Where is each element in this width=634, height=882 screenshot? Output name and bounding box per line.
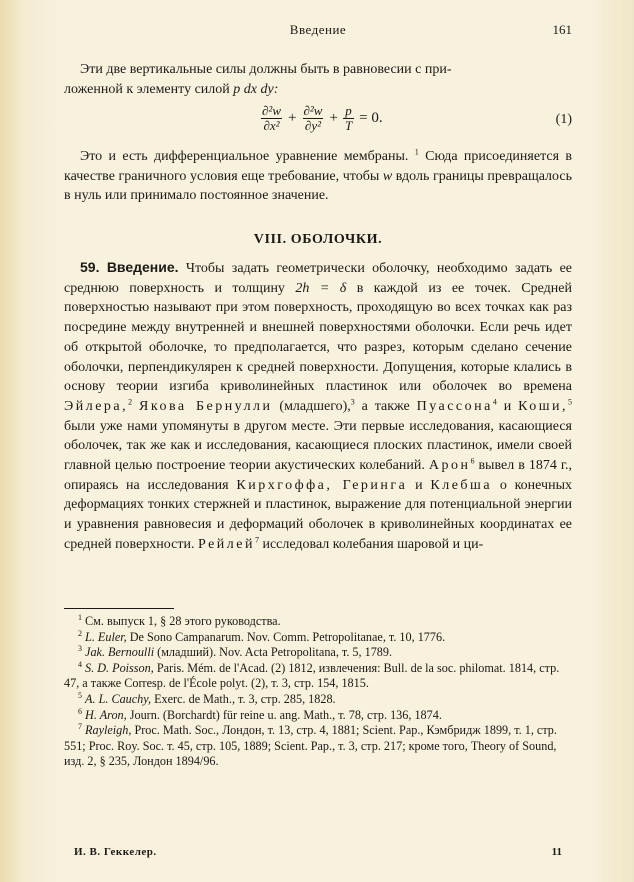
paragraph-heading: Введение.: [106, 259, 179, 275]
name-clebsch: Клебша: [430, 477, 493, 493]
footnote-mark: 4: [78, 659, 82, 669]
fraction-denominator: ∂y²: [304, 118, 322, 133]
text-span: Чтобы задать геометрически оболочку, необходимо задать ее среднюю поверхность и толщину: [64, 261, 572, 296]
footnote: [64, 630, 572, 646]
name-euler: Эйлера,: [64, 398, 129, 414]
text-span: и: [407, 477, 431, 493]
footnote-ref-2: 2: [128, 397, 133, 407]
fraction-p-over-t: [343, 104, 354, 133]
sheet-number: 11: [551, 846, 562, 858]
text-span: исследовал колебания шаровой и ци-: [258, 536, 484, 552]
footnote: [64, 614, 572, 630]
footnote-ref-5: 5: [567, 397, 572, 407]
footnote-ref-7: 7: [254, 535, 259, 545]
section-59-paragraph: [64, 258, 572, 555]
membrane-equation: [64, 102, 572, 142]
footnote-author: S. D. Poisson,: [85, 660, 154, 675]
footnotes: [64, 614, 572, 770]
plus-sign: +: [329, 110, 338, 126]
equation-number: (1): [555, 112, 572, 127]
footnote-author: Rayleigh,: [85, 723, 132, 738]
footnote-ref-3: 3: [350, 397, 355, 407]
equation-rhs: = 0.: [359, 110, 383, 126]
text-span: и: [496, 398, 519, 414]
section-heading: VIII. ОБОЛОЧКИ.: [253, 232, 383, 247]
footnote-text: См. выпуск 1, § 28 этого руководства.: [82, 614, 281, 628]
footnote: [64, 692, 572, 708]
footnote-ref-6: 6: [470, 456, 475, 466]
text-span: а также: [354, 398, 417, 414]
name-cauchy: Коши,: [518, 398, 568, 414]
page-number: 161: [552, 22, 572, 37]
fraction-denominator: T: [344, 118, 353, 133]
footnote-divider: [64, 608, 174, 609]
name-aron: Арон: [428, 458, 471, 474]
footnote: [64, 723, 572, 770]
fraction-d2w-dy2: [301, 104, 324, 133]
footnote-mark: 3: [78, 644, 82, 654]
running-header: [64, 22, 572, 42]
footnote-mark: 2: [78, 628, 82, 638]
footnote-author: H. Aron,: [85, 707, 127, 722]
footnote-ref-1: 1: [414, 147, 419, 157]
intro-paragraph: [64, 60, 572, 99]
section-59-text: [64, 258, 572, 555]
footnote-text: Proc. Math. Soc., Лондон, т. 13, стр. 4, 1881; Scient. Pap., Кэмбридж 1899, т. 1, стр. 551; Proc. Roy. Soc. т. 45, стр. 105, 1889; Scient. Pap., т. 3, стр. 217; кроме того, Theory of Sound, изд. 2, § 235, Лондон 1894/96.: [64, 723, 557, 769]
fraction-d2w-dx2: [260, 104, 283, 133]
footnote-text: Journ. (Borchardt) für reine u. ang. Math., т. 78, стр. 136, 1874.: [126, 707, 442, 722]
intro-line-2: [64, 80, 572, 100]
fraction-numerator: p: [345, 103, 352, 118]
intro-math: p dx dy:: [233, 81, 279, 97]
name-poisson: Пуассона: [416, 398, 493, 414]
footnote-text: De Sono Campanarum. Nov. Comm. Petropolitanae, т. 10, 1776.: [126, 629, 446, 644]
fraction-numerator: ∂²w: [303, 103, 323, 118]
printer-signature: И. В. Геккелер.: [74, 846, 157, 858]
footnote-mark: 5: [78, 690, 82, 700]
name-bernoulli: Якова Бернулли: [139, 398, 273, 414]
footnote-mark: 7: [78, 722, 82, 732]
paragraph-number: 59.: [80, 259, 100, 275]
footnote-text: Exerc. de Math., т. 3, стр. 285, 1828.: [151, 691, 336, 706]
math-w: w: [382, 168, 393, 184]
after-equation-text: [64, 147, 572, 206]
text-span: Это и есть дифференциальное уравнение мембраны.: [80, 149, 409, 164]
footnote-author: L. Euler,: [85, 629, 127, 644]
page-footer: [64, 846, 572, 862]
name-rayleigh: Рейлей: [197, 536, 255, 552]
after-equation-paragraph: [64, 147, 572, 206]
fraction-numerator: ∂²w: [262, 103, 281, 118]
text-span: в каждой из ее точек. Средней поверхностью называют при этом поверхность, проходящую во всех точках как раз посредине между внутренней и внешней поверхностями оболочки. Если речь идет об открытой оболочке, то предполагается, что разрез, которым сделано сечение оболочки, перпендикулярен к средней поверхности. Допущения, которые клались в основу теории изгиба криволинейных пластинок или оболочек во времена: [64, 280, 573, 395]
footnote-author: A. L. Cauchy,: [85, 691, 152, 706]
text-span: Сюда присоединяется в качестве граничного условия еще требование, чтобы: [64, 149, 572, 184]
name-kirchhoff-hering: Кирхгоффа, Геринга: [236, 477, 408, 493]
footnote: [64, 645, 572, 661]
footnote-text: (младший). Nov. Acta Petropolitana, т. 5, 1789.: [154, 645, 393, 660]
footnote-mark: 6: [78, 706, 82, 716]
text-span: вдоль границы превращалось в нуль или принимало постоянное значение.: [64, 168, 572, 204]
text-span: (младшего),: [272, 398, 351, 414]
footnote-text: Paris. Mém. de l'Acad. (2) 1812, извлечения: Bull. de la soc. philomat. 1814, стр. 47, а также Corresp. de l'École polyt. (2), т. 3, стр. 154, 1815.: [64, 660, 560, 691]
footnote-ref-4: 4: [492, 397, 497, 407]
equation-formula: [260, 104, 383, 133]
footnote: [64, 708, 572, 724]
footnote: [64, 661, 572, 692]
footnote-mark: 1: [78, 612, 82, 622]
intro-line-1: Эти две вертикальные силы должны быть в равновесии с при-: [80, 62, 452, 77]
fraction-denominator: ∂x²: [263, 118, 280, 133]
running-title: Введение: [289, 22, 347, 37]
thickness-formula: 2h = δ: [295, 280, 347, 296]
text-span: о конечных деформациях тонких стержней и пластинок, выражение для потенциальной энергии и уравнения равновесия и деформаций оболочек в криволинейных координатах ее средней поверхности.: [64, 477, 572, 552]
text-span: были уже нами упомянуты в другом месте. Эти первые исследования, касающиеся оболочек, так же как и исследования, касающиеся плоских пластинок, имели своей главной целью построение теории акустических колебаний.: [64, 418, 572, 474]
intro-text: ложенной к элементу силой: [64, 81, 234, 97]
plus-sign: +: [288, 110, 297, 126]
text-span: вывел в 1874 г., опираясь на исследования: [64, 458, 572, 493]
footnote-author: Jak. Bernoulli: [85, 645, 155, 660]
